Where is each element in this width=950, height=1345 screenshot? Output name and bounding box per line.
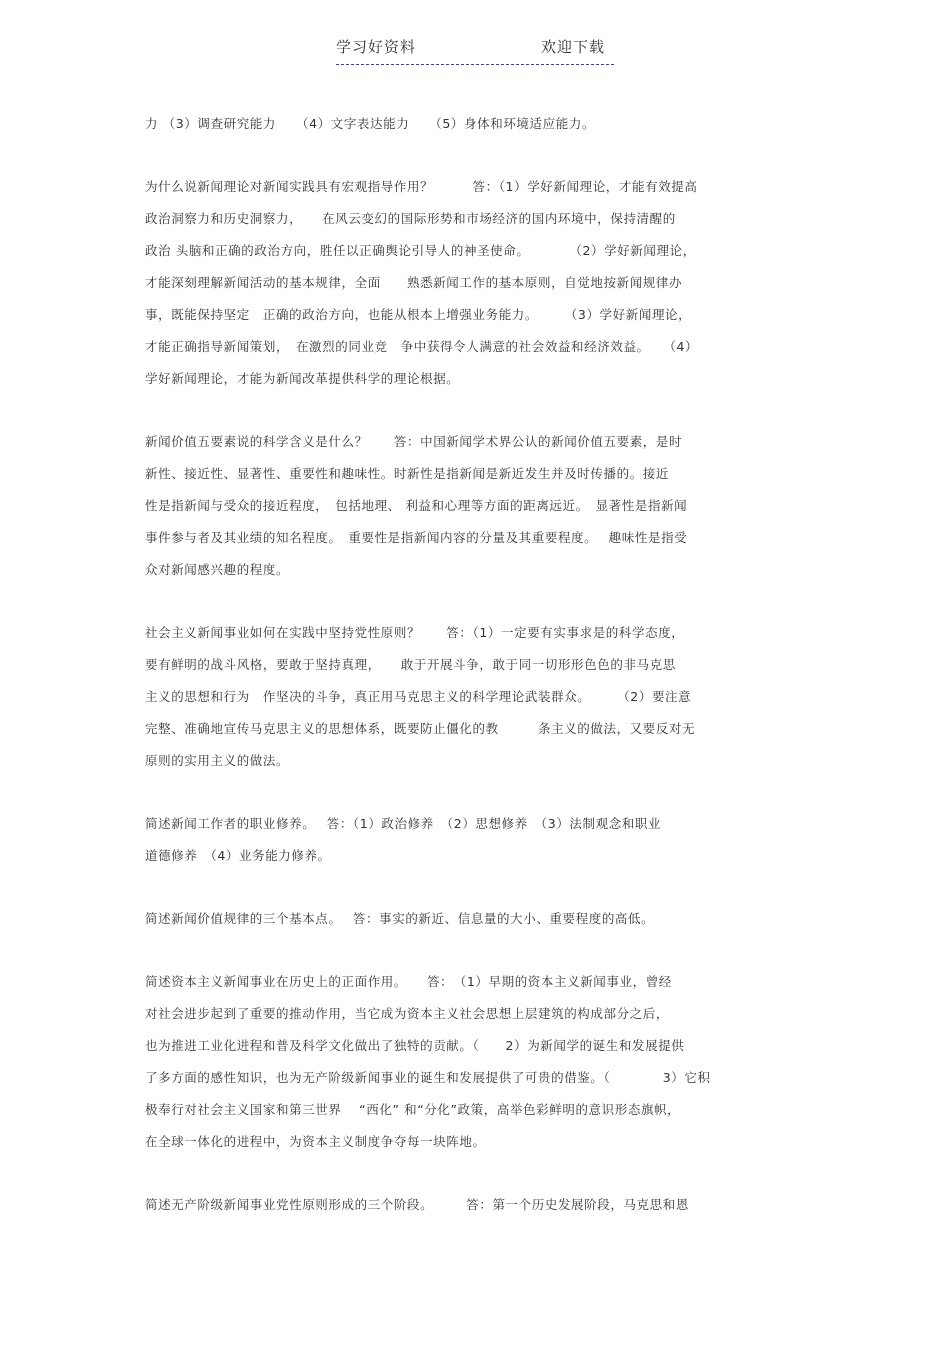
text-line: 力 （3）调查研究能力 （4）文字表达能力 （5）身体和环境适应能力。 [145, 116, 596, 131]
text-line: 性是指新闻与受众的接近程度， 包括地理、 利益和心理等方面的距离远近。 显著性是指新闻 [145, 498, 688, 513]
paragraph [145, 171, 825, 395]
text-line: 主义的思想和行为 作坚决的斗争，真正用马克思主义的科学理论武装群众。 （2）要注意 [145, 689, 692, 704]
text-line: 众对新闻感兴趣的程度。 [145, 562, 290, 577]
text-line: 对社会进步起到了重要的推动作用，当它成为资本主义社会思想上层建筑的构成部分之后， [145, 1006, 670, 1021]
paragraph-gap [145, 935, 825, 966]
paragraph [145, 1189, 825, 1221]
text-line: 社会主义新闻事业如何在实践中坚持党性原则？ 答：（1）一定要有实事求是的科学态度， [145, 625, 685, 640]
text-line: 政治 头脑和正确的政治方向，胜任以正确舆论引导人的神圣使命。 （2）学好新闻理论， [145, 243, 696, 258]
text-line: 要有鲜明的战斗风格，要敢于坚持真理， 敢于开展斗争，敢于同一切形形色色的非马克思 [145, 657, 676, 672]
text-line: 学好新闻理论，才能为新闻改革提供科学的理论根据。 [145, 371, 460, 386]
paragraph [145, 808, 825, 872]
paragraph-gap [145, 777, 825, 808]
paragraph [145, 108, 825, 140]
text-line: 道德修养 （4）业务能力修养。 [145, 848, 331, 863]
paragraph-gap [145, 1158, 825, 1189]
text-line: 才能正确指导新闻策划， 在激烈的同业竞 争中获得令人满意的社会效益和经济效益。 （4） [145, 339, 699, 354]
text-line: 新性、接近性、显著性、重要性和趣味性。时新性是指新闻是新近发生并及时传播的。接近 [145, 466, 670, 481]
paragraph-gap [145, 140, 825, 171]
page-header [336, 36, 614, 68]
text-line: 政治洞察力和历史洞察力， 在风云变幻的国际形势和市场经济的国内环境中，保持清醒的 [145, 211, 676, 226]
header-dashed-rule [336, 64, 614, 65]
paragraph [145, 617, 825, 777]
paragraph-gap [145, 395, 825, 426]
text-line: 在全球一体化的进程中，为资本主义制度争夺每一块阵地。 [145, 1134, 486, 1149]
paragraph [145, 426, 825, 586]
text-line: 事件参与者及其业绩的知名程度。 重要性是指新闻内容的分量及其重要程度。 趣味性是指受 [145, 530, 688, 545]
header-left-text: 学习好资料 [336, 38, 417, 56]
paragraph-gap [145, 872, 825, 903]
text-line: 简述无产阶级新闻事业党性原则形成的三个阶段。 答：第一个历史发展阶段，马克思和恩 [145, 1197, 689, 1212]
text-line: 新闻价值五要素说的科学含义是什么？ 答：中国新闻学术界公认的新闻价值五要素，是时 [145, 434, 683, 449]
text-line: 也为推进工业化进程和普及科学文化做出了独特的贡献。（ 2）为新闻学的诞生和发展提供 [145, 1038, 685, 1053]
text-line: 简述新闻价值规律的三个基本点。 答：事实的新近、信息量的大小、重要程度的高低。 [145, 911, 655, 926]
text-line: 简述新闻工作者的职业修养。 答：（1）政治修养 （2）思想修养 （3）法制观念和职业 [145, 816, 662, 831]
text-line: 为什么说新闻理论对新闻实践具有宏观指导作用？ 答：（1）学好新闻理论，才能有效提高 [145, 179, 698, 194]
paragraph [145, 966, 825, 1158]
document-body [145, 108, 825, 1221]
text-line: 极奉行对社会主义国家和第三世界 “西化” 和“分化”政策，高举色彩鲜明的意识形态旗帜， [145, 1102, 681, 1117]
paragraph-gap [145, 586, 825, 617]
text-line: 了多方面的感性知识，也为无产阶级新闻事业的诞生和发展提供了可贵的借鉴。（ 3）它积 [145, 1070, 711, 1085]
paragraph [145, 903, 825, 935]
text-line: 简述资本主义新闻事业在历史上的正面作用。 答： （1）早期的资本主义新闻事业，曾经 [145, 974, 672, 989]
text-line: 完整、准确地宣传马克思主义的思想体系，既要防止僵化的教 条主义的做法，又要反对无 [145, 721, 696, 736]
header-right-text: 欢迎下载 [541, 38, 606, 56]
text-line: 原则的实用主义的做法。 [145, 753, 290, 768]
text-line: 事，既能保持坚定 正确的政治方向，也能从根本上增强业务能力。 （3）学好新闻理论， [145, 307, 692, 322]
text-line: 才能深刻理解新闻活动的基本规律，全面 熟悉新闻工作的基本原则，自觉地按新闻规律办 [145, 275, 683, 290]
